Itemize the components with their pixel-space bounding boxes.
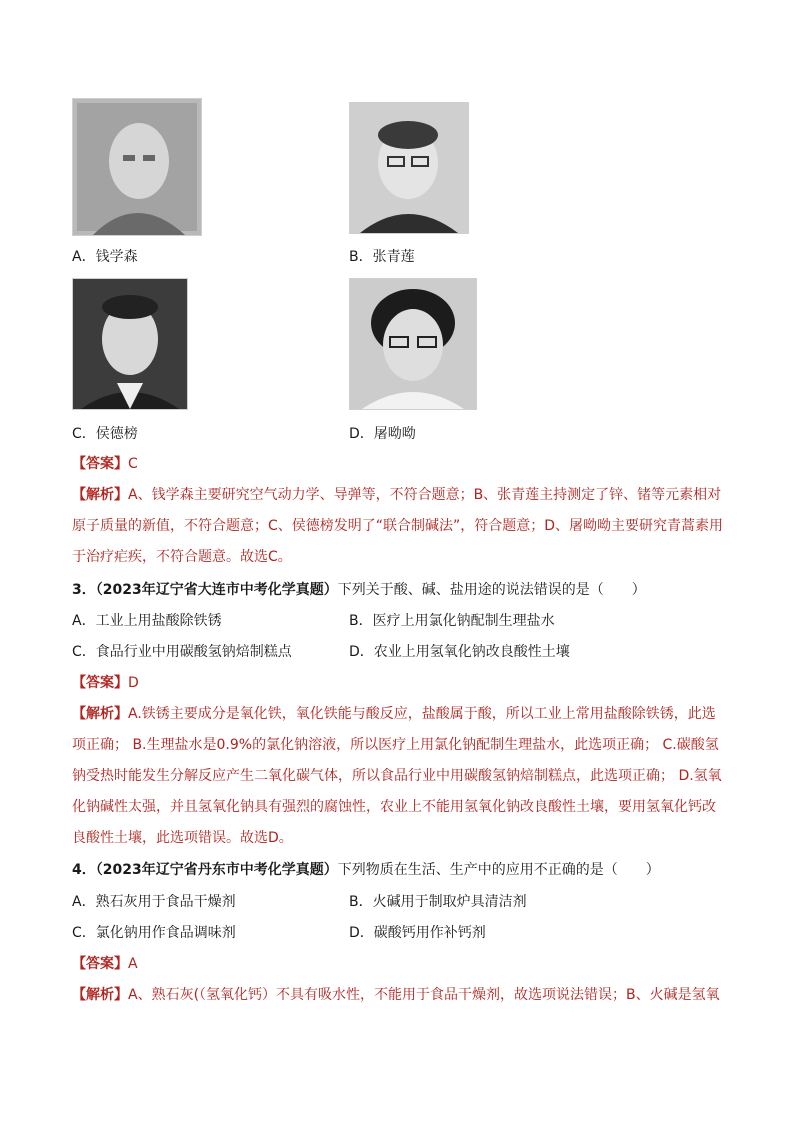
- q3-option-c: C．食品行业中用碳酸氢钠焙制糕点: [72, 644, 292, 660]
- q3-option-d: D．农业上用氢氧化钠改良酸性土壤: [349, 644, 570, 660]
- q3-analysis-line-4: 化钠碱性太强，并且氢氧化钠具有强烈的腐蚀性，农业上不能用氢氧化钠改良酸性土壤，要用氢氧化钙改: [72, 799, 716, 815]
- answer-label: 【答案】: [72, 456, 128, 472]
- question-number: 4．: [72, 862, 96, 878]
- q3-analysis-line-3: 钠受热时能发生分解反应产生二氧化碳气体，所以食品行业中用碳酸氢钠焙制糕点，此选项正确； D.氢氧: [72, 768, 722, 784]
- q3-analysis-line-1: [72, 704, 716, 724]
- photo-tu-youyou: [349, 278, 477, 410]
- photo-caption-b: B．张青莲: [349, 249, 415, 265]
- answer-value: C: [128, 456, 138, 472]
- analysis-text: A.铁锈主要成分是氧化铁，氧化铁能与酸反应，盐酸属于酸，所以工业上常用盐酸除铁锈，此选: [128, 706, 716, 722]
- q4-option-b: B．火碱用于制取炉具清洁剂: [349, 894, 527, 910]
- photo-zhang-qinglian: [349, 102, 469, 234]
- photo-qian-xuesen: [72, 98, 202, 236]
- photo-hou-debang: [72, 278, 188, 410]
- q2-answer: [72, 454, 138, 474]
- answer-value: A: [128, 956, 138, 972]
- photo-caption-d: D．屠呦呦: [349, 426, 416, 442]
- photo-caption-a: A．钱学森: [72, 249, 138, 265]
- question-source: （2023年辽宁省大连市中考化学真题）: [95, 582, 338, 598]
- q4-stem: [72, 860, 660, 880]
- portrait-icon: [350, 279, 476, 409]
- q4-analysis-line-1: [72, 985, 720, 1005]
- analysis-label: 【解析】: [72, 487, 128, 503]
- q4-option-d: D．碳酸钙用作补钙剂: [349, 925, 486, 941]
- q4-option-a: A．熟石灰用于食品干燥剂: [72, 894, 236, 910]
- q4-option-c: C．氯化钠用作食品调味剂: [72, 925, 236, 941]
- question-number: 3．: [72, 582, 96, 598]
- portrait-icon: [73, 99, 201, 235]
- q3-stem: [72, 580, 646, 600]
- q2-analysis-line-2: 原子质量的新值，不符合题意；C、侯德榜发明了“联合制碱法”，符合题意；D、屠呦呦主要研究青蒿素用: [72, 518, 724, 534]
- question-text: 下列关于酸、碱、盐用途的说法错误的是（ ）: [337, 582, 646, 598]
- q4-answer: [72, 954, 138, 974]
- portrait-icon: [73, 279, 187, 409]
- q3-answer: [72, 673, 139, 693]
- portrait-icon: [350, 103, 468, 233]
- answer-label: 【答案】: [72, 675, 128, 691]
- photo-caption-c: C．侯德榜: [72, 426, 138, 442]
- question-source: （2023年辽宁省丹东市中考化学真题）: [95, 862, 338, 878]
- q3-analysis-line-5: 良酸性土壤，此选项错误。故选D。: [72, 830, 293, 846]
- q2-analysis-line-1: [72, 485, 721, 505]
- q3-analysis-line-2: 项正确； B.生理盐水是0.9%的氯化钠溶液，所以医疗上用氯化钠配制生理盐水，此选项正确； C.碳酸氢: [72, 737, 719, 753]
- analysis-label: 【解析】: [72, 706, 128, 722]
- question-text: 下列物质在生活、生产中的应用不正确的是（ ）: [337, 862, 660, 878]
- analysis-text: A、钱学森主要研究空气动力学、导弹等，不符合题意；B、张青莲主持测定了锌、锗等元素相对: [128, 487, 722, 503]
- q2-analysis-line-3: 于治疗疟疾，不符合题意。故选C。: [72, 549, 292, 565]
- analysis-label: 【解析】: [72, 987, 128, 1003]
- answer-label: 【答案】: [72, 956, 128, 972]
- analysis-text: A、熟石灰(（氢氧化钙）不具有吸水性，不能用于食品干燥剂，故选项说法错误；B、火碱是氢氧: [128, 987, 720, 1003]
- q3-option-b: B．医疗上用氯化钠配制生理盐水: [349, 613, 555, 629]
- q3-option-a: A．工业上用盐酸除铁锈: [72, 613, 222, 629]
- answer-value: D: [128, 675, 139, 691]
